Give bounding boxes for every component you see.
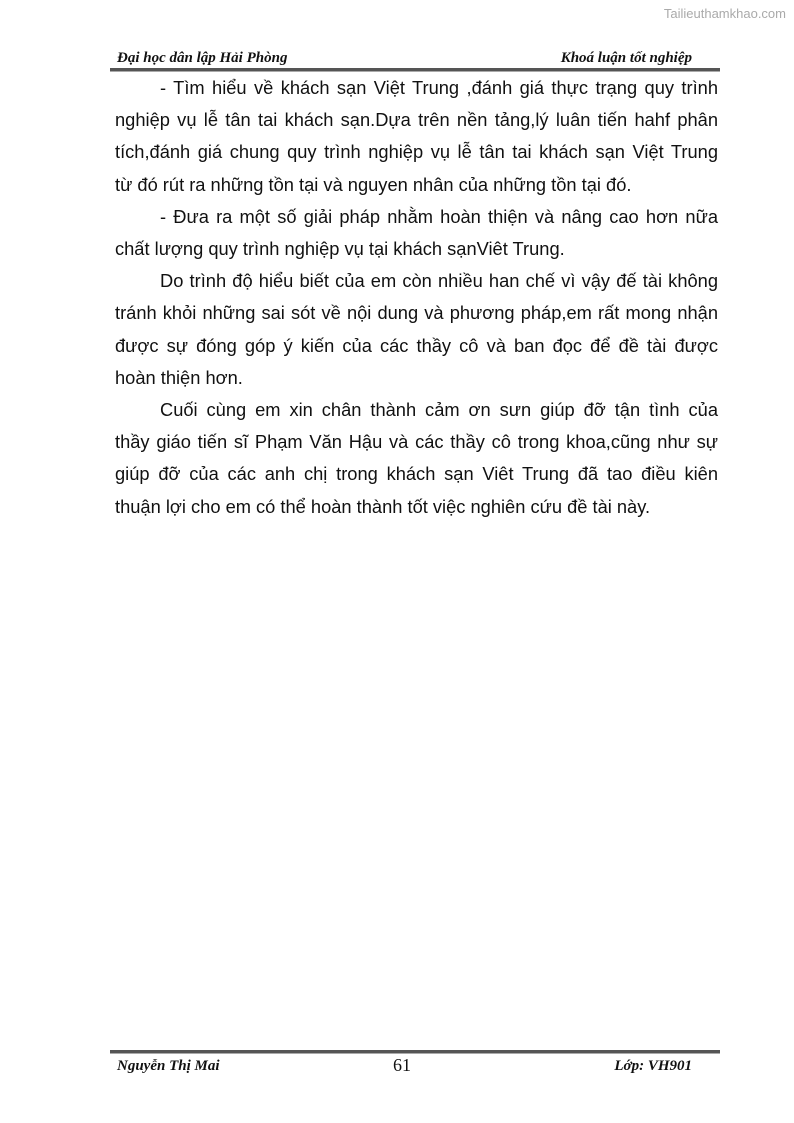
page-header <box>115 48 720 70</box>
paragraph-line: thuận lợi cho em có thể hoàn thành tốt việc nghiên cứu đề tài này. <box>115 495 651 517</box>
paragraph-line: - Đưa ra một số giải pháp nhằm hoàn thiện và nâng cao hơn nữa <box>160 205 718 227</box>
paragraph-line: tránh khỏi những sai sót về nội dung và phương pháp,em rất mong nhận <box>115 302 718 324</box>
document-body <box>115 72 718 523</box>
paragraph-line: hoàn thiện hơn. <box>115 366 243 388</box>
paragraph-line: từ đó rút ra những tồn tại và nguyen nhân của những tồn tại đó. <box>115 173 632 195</box>
paragraph-line: thầy giáo tiến sĩ Phạm Văn Hậu và các thầy cô trong khoa,cũng như sự <box>115 431 718 453</box>
paragraph-line: nghiệp vụ lễ tân tai khách sạn.Dựa trên nền tảng,lý luân tiến hahf phân <box>115 109 718 131</box>
footer-rule <box>110 1050 720 1054</box>
paragraph-line: Do trình độ hiểu biết của em còn nhiều han chế vì vậy đế tài không <box>160 270 718 292</box>
page-number: 61 <box>393 1055 411 1075</box>
paragraph-line: chất lượng quy trình nghiệp vụ tại khách sạnViêt Trung. <box>115 238 565 260</box>
paragraph-line: - Tìm hiểu về khách sạn Việt Trung ,đánh giá thực trạng quy trình <box>160 77 718 98</box>
paragraph-line: Cuối cùng em xin chân thành cảm ơn sưn giúp đỡ tận tình của <box>160 399 718 421</box>
watermark: Tailieuthamkhao.com <box>663 6 786 21</box>
footer-author: Nguyễn Thị Mai <box>117 1058 220 1074</box>
paragraph-line: tích,đánh giá chung quy trình nghiệp vụ lễ tân tai khách sạn Việt Trung <box>115 141 718 163</box>
header-thesis: Khoá luận tốt nghiệp <box>560 50 692 66</box>
paragraph-line: được sự đóng góp ý kiến của các thầy cô và ban đọc để đề tài được <box>115 334 718 356</box>
header-university: Đại học dân lập Hải Phòng <box>117 50 288 66</box>
paragraph-line: giúp đỡ của các anh chị trong khách sạn Viêt Trung đã tao điều kiên <box>115 463 718 485</box>
footer-class: Lớp: VH901 <box>614 1058 692 1074</box>
